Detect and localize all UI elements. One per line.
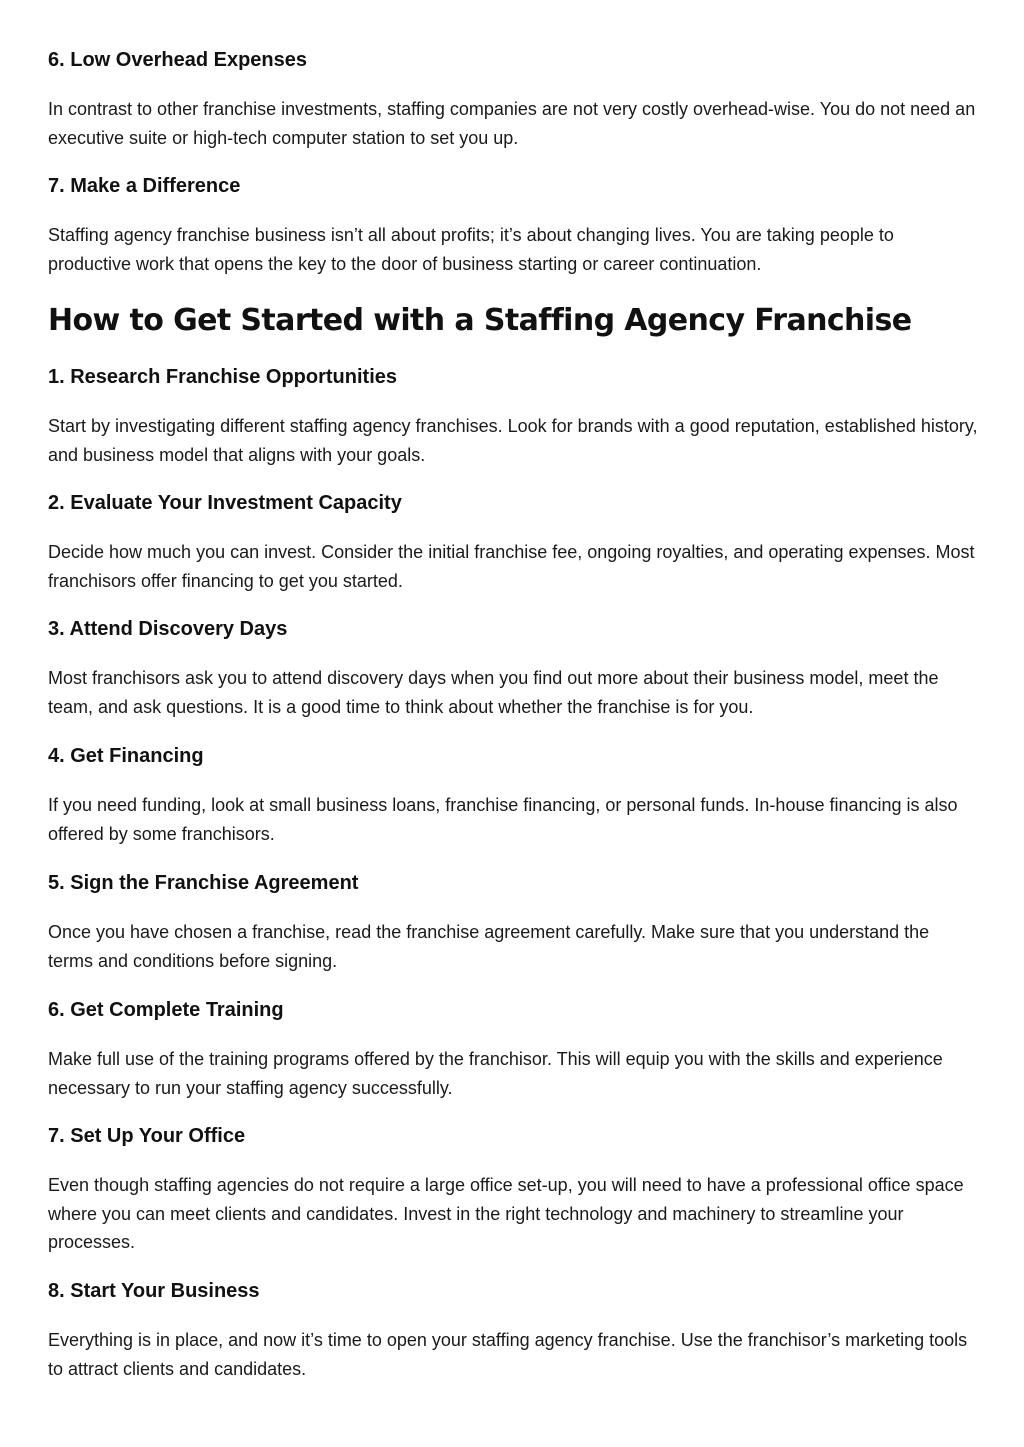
step-heading-evaluate: 2. Evaluate Your Investment Capacity (48, 492, 402, 514)
step-paragraph-training: Make full use of the training programs offered by the franchisor. This will equip you with the skills and experience necessary to run your staffing agency successfully. (48, 1049, 943, 1098)
step-heading-financing: 4. Get Financing (48, 745, 204, 767)
paragraph-make-difference: Staffing agency franchise business isn’t all about profits; it’s about changing lives. You are taking people to productive work that opens the key to the door of business starting or career continuation. (48, 225, 894, 274)
subheading-low-overhead: 6. Low Overhead Expenses (48, 49, 307, 71)
step-paragraph-discovery: Most franchisors ask you to attend discovery days when you find out more about their business model, meet the team, and ask questions. It is a good time to think about whether the franchise is for you. (48, 668, 939, 717)
step-heading-office: 7. Set Up Your Office (48, 1125, 246, 1147)
section-title: How to Get Started with a Staffing Agency Franchise (48, 303, 912, 338)
paragraph-low-overhead: In contrast to other franchise investments, staffing companies are not very costly overhead-wise. You do not need an executive suite or high-tech computer station to set you up. (48, 99, 976, 148)
step-paragraph-office: Even though staffing agencies do not require a large office set-up, you will need to have a professional office space where you can meet clients and candidates. Invest in the right technology and machinery to streamline your processes. (48, 1175, 964, 1252)
step-heading-training: 6. Get Complete Training (48, 999, 284, 1021)
step-paragraph-financing: If you need funding, look at small business loans, franchise financing, or personal funds. In-house financing is also offered by some franchisors. (48, 795, 958, 844)
step-heading-start: 8. Start Your Business (48, 1280, 260, 1302)
step-heading-agreement: 5. Sign the Franchise Agreement (48, 872, 359, 894)
subheading-make-difference: 7. Make a Difference (48, 175, 241, 197)
step-heading-research: 1. Research Franchise Opportunities (48, 366, 397, 388)
step-paragraph-evaluate: Decide how much you can invest. Consider the initial franchise fee, ongoing royalties, and operating expenses. Most franchisors offer financing to get you started. (48, 542, 975, 591)
step-paragraph-agreement: Once you have chosen a franchise, read the franchise agreement carefully. Make sure that you understand the terms and conditions before signing. (48, 922, 930, 971)
step-heading-discovery: 3. Attend Discovery Days (48, 618, 288, 640)
step-paragraph-start: Everything is in place, and now it’s time to open your staffing agency franchise. Use the franchisor’s marketing tools to attract clients and candidates. (48, 1330, 968, 1379)
step-paragraph-research: Start by investigating different staffing agency franchises. Look for brands with a good reputation, established history, and business model that aligns with your goals. (48, 416, 978, 465)
